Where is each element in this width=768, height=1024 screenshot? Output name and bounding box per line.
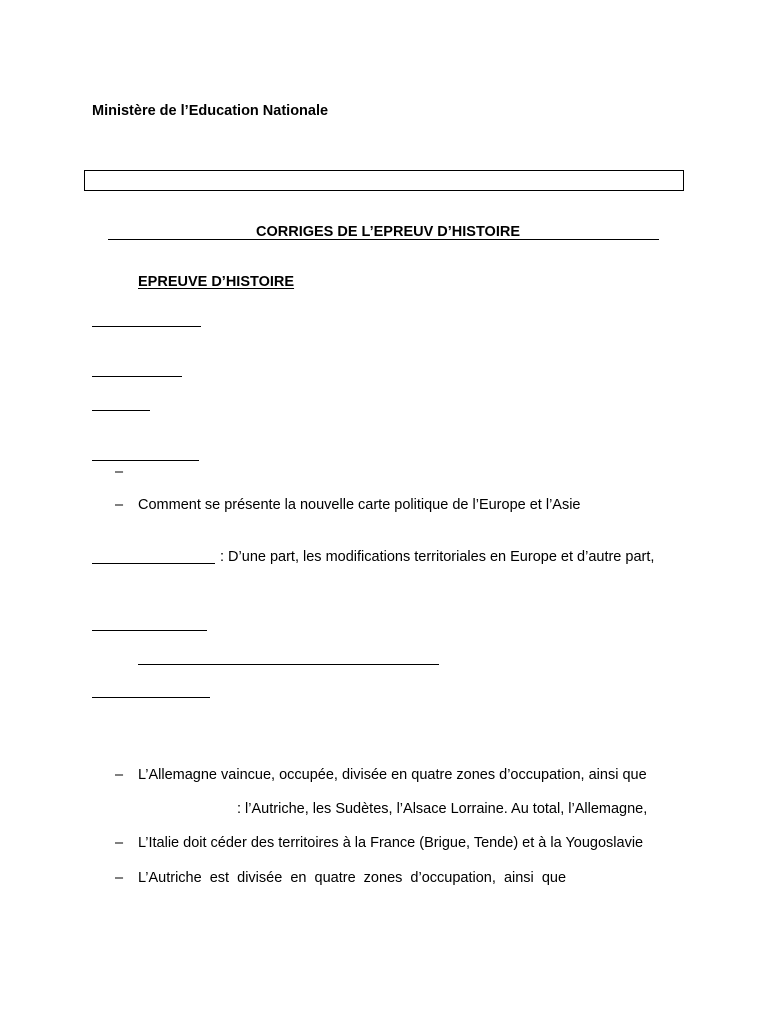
bullet-text-3: L’Italie doit céder des territoires à la France (Brigue, Tende) et à la Yougoslavie <box>138 835 644 851</box>
bullet-dash-3: – <box>115 835 124 851</box>
empty-title-box <box>84 170 684 191</box>
document-title: CORRIGES DE L’EPREUV D’HISTOIRE <box>256 224 521 240</box>
blank-line-8 <box>92 697 210 698</box>
question-text: Comment se présente la nouvelle carte politique de l’Europe et l’Asie <box>138 497 581 513</box>
bullet-continuation: : l’Autriche, les Sudètes, l’Alsace Lorraine. Au total, l’Allemagne, <box>237 801 648 817</box>
intro-text: : D’une part, les modifications territoriales en Europe et d’autre part, <box>220 549 655 565</box>
bullet-dash-4: – <box>115 870 124 886</box>
ministry-header: Ministère de l’Education Nationale <box>92 103 329 119</box>
bullet-text-4: L’Autriche est divisée en quatre zones d’occupation, ainsi que <box>138 870 567 886</box>
blank-line-6 <box>92 630 207 631</box>
empty-dash: – <box>115 464 124 480</box>
bullet-text-1: L’Allemagne vaincue, occupée, divisée en quatre zones d’occupation, ainsi que <box>138 767 647 783</box>
blank-line-2 <box>92 376 182 377</box>
blank-line-7 <box>138 664 439 665</box>
blank-line-1 <box>92 326 201 327</box>
section-subtitle: EPREUVE D’HISTOIRE <box>138 274 295 290</box>
blank-line-5 <box>92 563 215 564</box>
blank-line-4 <box>92 460 199 461</box>
bullet-dash-1: – <box>115 767 124 783</box>
question-dash: – <box>115 497 124 513</box>
blank-line-3 <box>92 410 150 411</box>
